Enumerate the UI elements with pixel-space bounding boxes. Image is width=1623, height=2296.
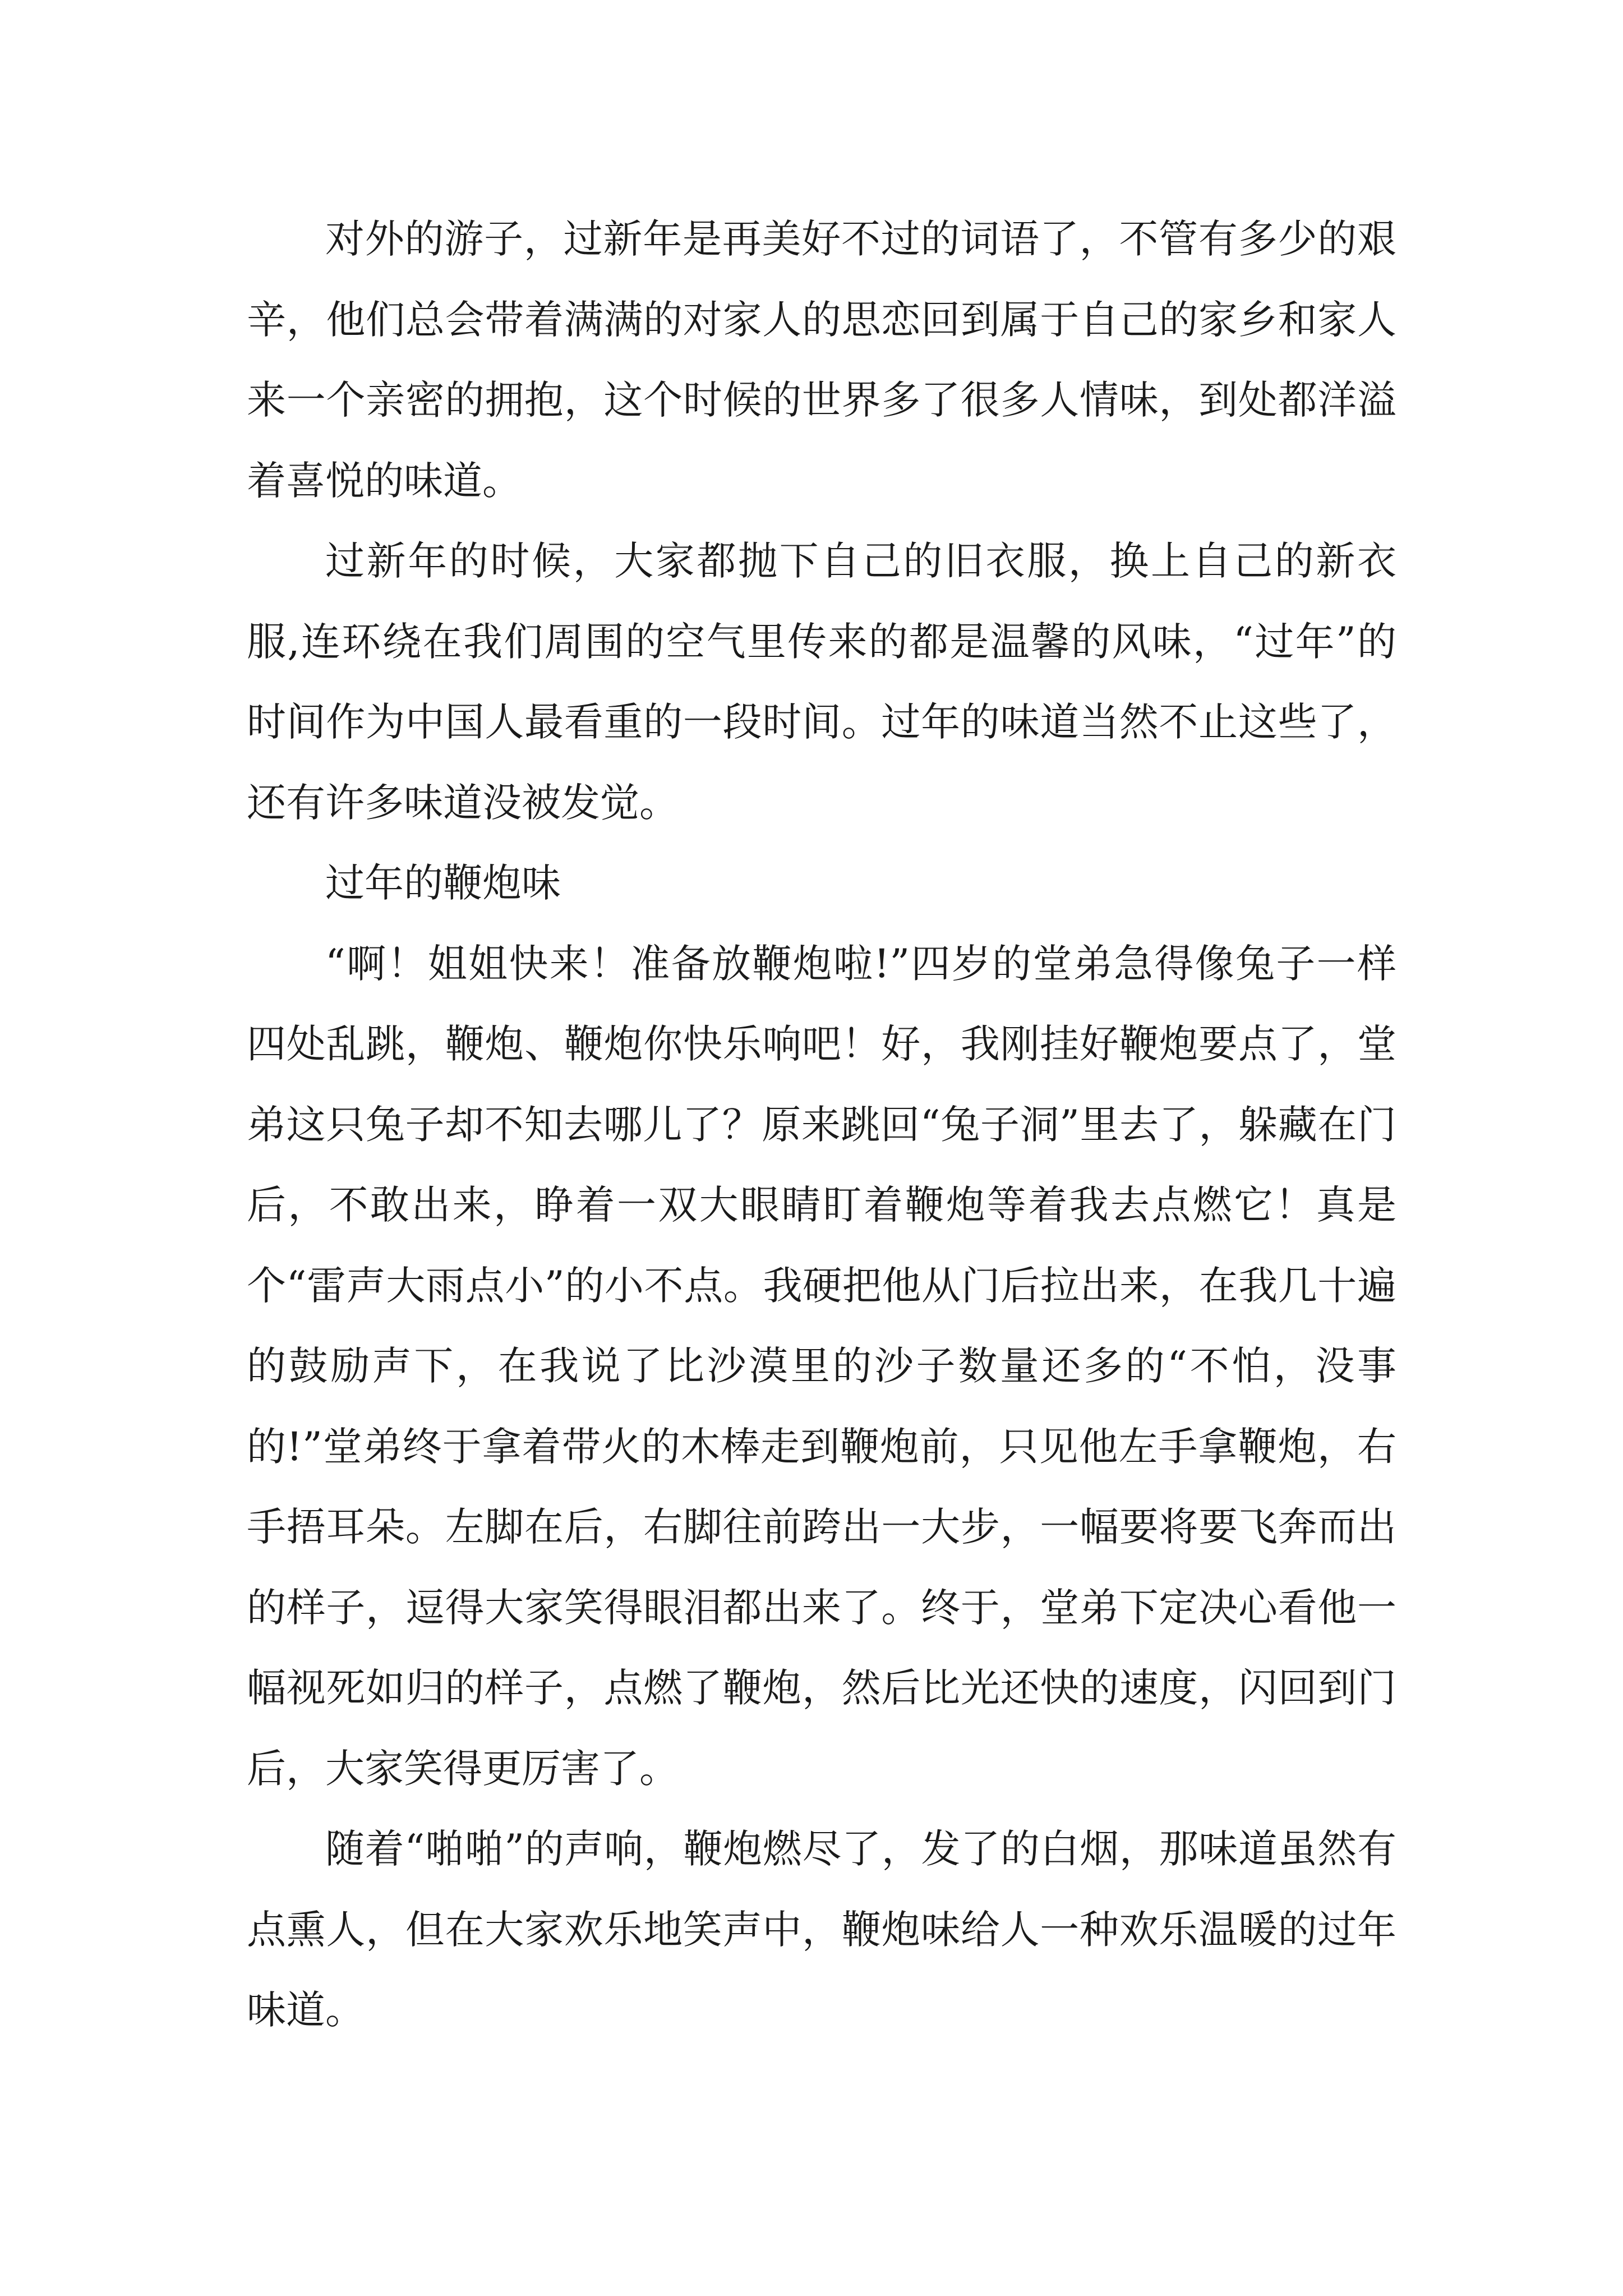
paragraph-conclusion: 随着“啪啪”的声响，鞭炮燃尽了，发了的白烟，那味道虽然有点熏人，但在大家欢乐地笑声中，鞭炮味给人一种欢乐温暖的过年味道。 <box>247 1826 1396 2033</box>
section-heading-firecracker: 过年的鞭炮味 <box>325 860 561 906</box>
paragraph-intro: 对外的游子，过新年是再美好不过的词语了，不管有多少的艰辛，他们总会带着满满的对家人的思恋回到属于自己的家乡和家人来一个亲密的拥抱，这个时候的世界多了很多人情味，到处都洋溢着喜悦的味道。 <box>247 216 1396 504</box>
document-body <box>247 199 1396 2051</box>
paragraph-new-clothes: 过新年的时候，大家都抛下自己的旧衣服，换上自己的新衣服,连环绕在我们周围的空气里传来的都是温馨的风味，“过年”的时间作为中国人最看重的一段时间。过年的味道当然不止这些了，还有许多味道没被发觉。 <box>247 538 1396 826</box>
paragraph-firecracker-story: “啊！姐姐快来！准备放鞭炮啦!”四岁的堂弟急得像兔子一样四处乱跳，鞭炮、鞭炮你快乐响吧！好，我刚挂好鞭炮要点了，堂弟这只兔子却不知去哪儿了？原来跳回“兔子洞”里去了，躲藏在门后，不敢出来，睁着一双大眼睛盯着鞭炮等着我去点燃它！真是个“雷声大雨点小”的小不点。我硬把他从门后拉出来，在我几十遍的鼓励声下，在我说了比沙漠里的沙子数量还多的“不怕，没事的!”堂弟终于拿着带火的木棒走到鞭炮前，只见他左手拿鞭炮，右手捂耳朵。左脚在后，右脚往前跨出一大步，一幅要将要飞奔而出的样子，逗得大家笑得眼泪都出来了。终于，堂弟下定决心看他一幅视死如归的样子，点燃了鞭炮，然后比光还快的速度，闪回到门后，大家笑得更厉害了。 <box>247 940 1396 1792</box>
